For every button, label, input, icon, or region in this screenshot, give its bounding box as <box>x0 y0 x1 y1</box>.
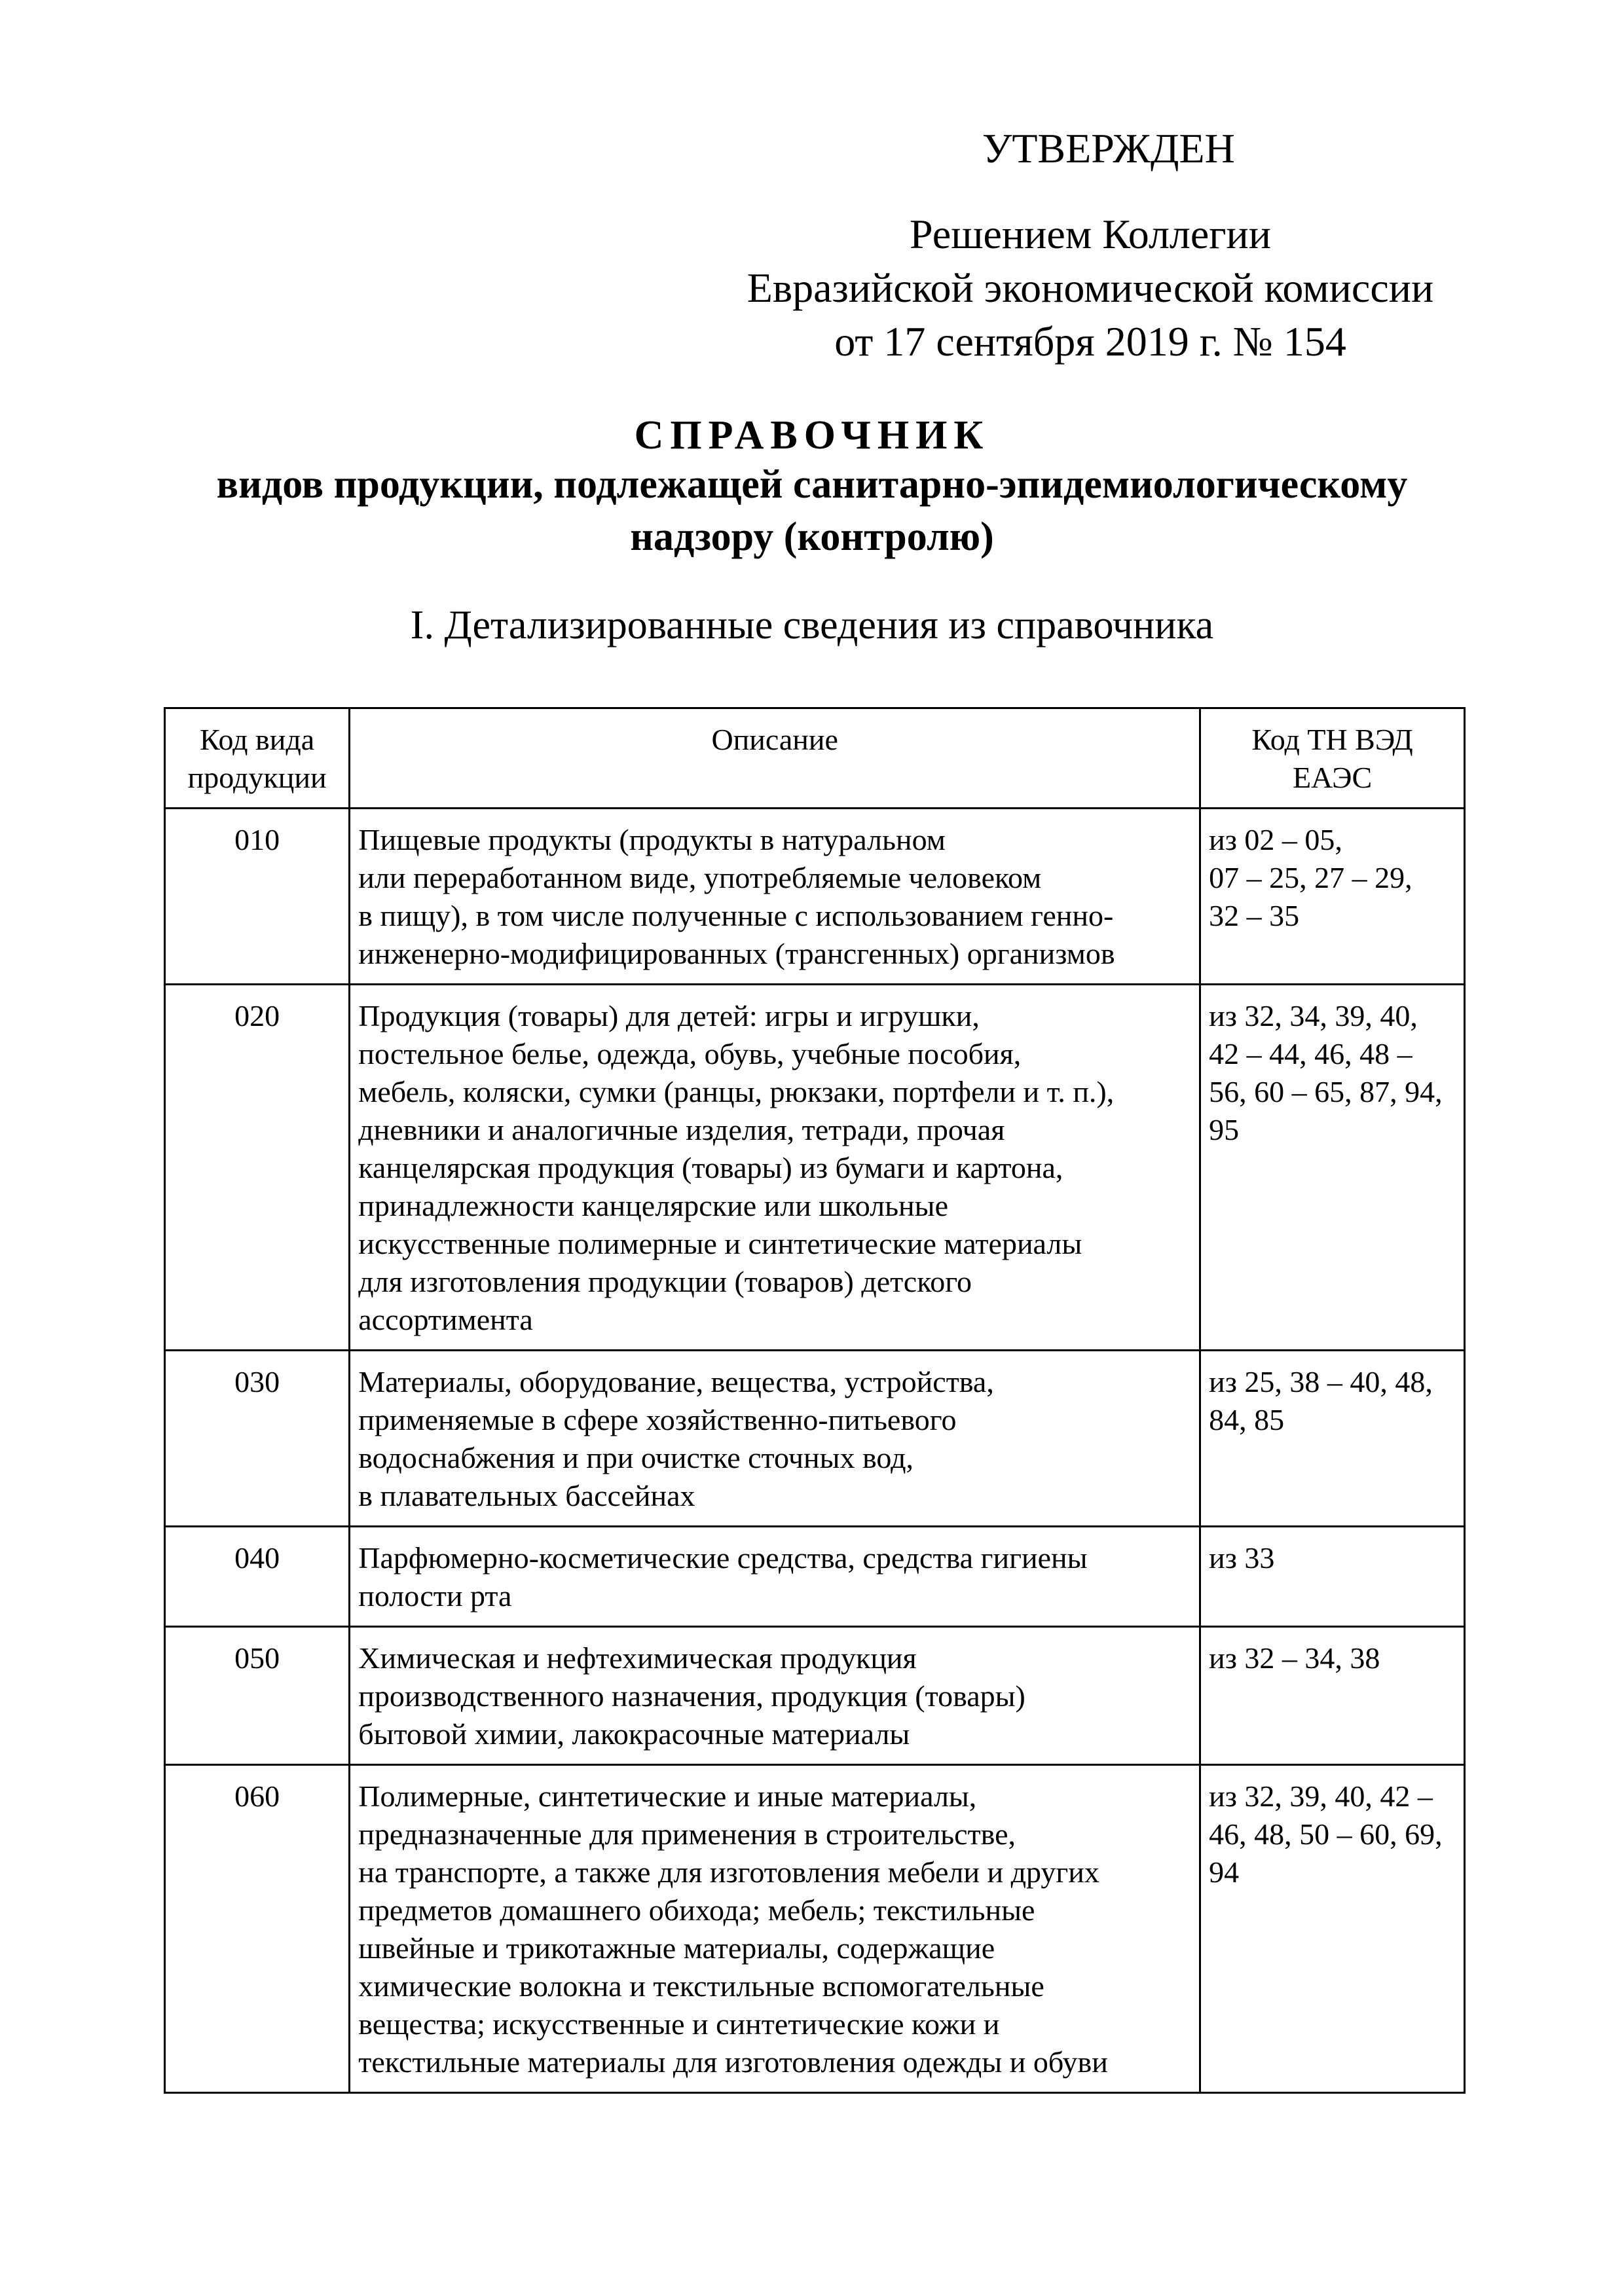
description-line: в плавательных бассейнах <box>358 1479 695 1512</box>
tn-ved-line: из 32 – 34, 38 <box>1209 1641 1380 1675</box>
approval-line: Евразийской экономической комиссии <box>747 264 1434 311</box>
approval-line: Решением Коллегии <box>910 211 1271 257</box>
description-line: производственного назначения, продукция (товары) <box>358 1679 1025 1713</box>
tn-ved-line: из 32, 39, 40, 42 – <box>1209 1779 1433 1813</box>
tn-ved-line: 95 <box>1209 1113 1240 1146</box>
description-line: на транспорте, а также для изготовления мебели и других <box>358 1855 1099 1889</box>
approval-block <box>720 125 1506 369</box>
product-code-cell: 010 <box>165 809 350 985</box>
product-types-table <box>164 707 1466 2094</box>
description-line: химические волокна и текстильные вспомогательные <box>358 1969 1044 2003</box>
description-cell <box>350 1351 1200 1527</box>
description-line: принадлежности канцелярские или школьные <box>358 1189 949 1222</box>
table-row <box>165 985 1465 1351</box>
description-line: водоснабжения и при очистке сточных вод, <box>358 1441 913 1474</box>
description-line: полости рта <box>358 1579 512 1613</box>
subtitle-line: надзору (контролю) <box>630 515 994 559</box>
product-code-cell: 050 <box>165 1627 350 1765</box>
document-subtitle <box>131 458 1493 563</box>
document-title: СПРАВОЧНИК <box>634 413 990 458</box>
description-line: бытовой химии, лакокрасочные материалы <box>358 1717 910 1751</box>
tn-ved-cell <box>1200 1351 1465 1527</box>
tn-ved-line: из 33 <box>1209 1541 1275 1575</box>
header-code <box>165 708 350 809</box>
tn-ved-line: 32 – 35 <box>1209 899 1300 932</box>
description-line: инженерно-модифицированных (трансгенных) организмов <box>358 937 1115 970</box>
description-line: дневники и аналогичные изделия, тетради, прочая <box>358 1113 1005 1146</box>
table-row <box>165 1351 1465 1527</box>
tn-ved-cell <box>1200 1765 1465 2093</box>
description-line: Пищевые продукты (продукты в натуральном <box>358 823 946 856</box>
tn-ved-line: 07 – 25, 27 – 29, <box>1209 861 1412 894</box>
approval-stamp: УТВЕРЖДЕН <box>982 125 1235 172</box>
description-cell <box>350 1527 1200 1627</box>
tn-ved-line: 46, 48, 50 – 60, 69, <box>1209 1817 1443 1851</box>
description-line: Продукция (товары) для детей: игры и игрушки, <box>358 999 980 1032</box>
description-line: предназначенные для применения в строительстве, <box>358 1817 1016 1851</box>
tn-ved-line: 94 <box>1209 1855 1240 1889</box>
tn-ved-line: 56, 60 – 65, 87, 94, <box>1209 1075 1443 1108</box>
table-row <box>165 809 1465 985</box>
header-code-line: продукции <box>187 761 327 794</box>
description-line: Материалы, оборудование, вещества, устройства, <box>358 1365 994 1398</box>
product-code-cell: 040 <box>165 1527 350 1627</box>
description-line: применяемые в сфере хозяйственно-питьевого <box>358 1403 957 1436</box>
product-code-cell: 020 <box>165 985 350 1351</box>
header-tn-ved <box>1200 708 1465 809</box>
description-line: предметов домашнего обихода; мебель; текстильные <box>358 1893 1035 1927</box>
section-title: I. Детализированные сведения из справочника <box>410 603 1214 647</box>
description-cell <box>350 1765 1200 2093</box>
tn-ved-cell <box>1200 1627 1465 1765</box>
tn-ved-cell <box>1200 1527 1465 1627</box>
description-line: для изготовления продукции (товаров) детского <box>358 1265 972 1298</box>
tn-ved-cell <box>1200 985 1465 1351</box>
description-line: или переработанном виде, употребляемые человеком <box>358 861 1042 894</box>
header-tn-line: Код ТН ВЭД <box>1251 723 1413 756</box>
tn-ved-line: 42 – 44, 46, 48 – <box>1209 1037 1412 1070</box>
description-line: постельное белье, одежда, обувь, учебные пособия, <box>358 1037 1022 1070</box>
description-line: текстильные материалы для изготовления одежды и обуви <box>358 2045 1108 2079</box>
tn-ved-line: из 02 – 05, <box>1209 823 1342 856</box>
approval-line: от 17 сентября 2019 г. № 154 <box>834 318 1346 365</box>
table-row <box>165 1527 1465 1627</box>
table-row <box>165 1627 1465 1765</box>
table-row <box>165 1765 1465 2093</box>
description-line: в пищу), в том числе полученные с использованием генно- <box>358 899 1114 932</box>
description-line: искусственные полимерные и синтетические материалы <box>358 1227 1082 1260</box>
product-code-cell: 030 <box>165 1351 350 1527</box>
description-cell <box>350 985 1200 1351</box>
product-code-cell: 060 <box>165 1765 350 2093</box>
subtitle-line: видов продукции, подлежащей санитарно-эпидемиологическому <box>216 462 1408 507</box>
description-line: мебель, коляски, сумки (ранцы, рюкзаки, портфели и т. п.), <box>358 1075 1115 1108</box>
description-line: канцелярская продукция (товары) из бумаги и картона, <box>358 1151 1063 1184</box>
header-tn-line: ЕАЭС <box>1292 761 1373 794</box>
header-description: Описание <box>350 708 1200 809</box>
description-line: Химическая и нефтехимическая продукция <box>358 1641 917 1675</box>
description-line: швейные и трикотажные материалы, содержащие <box>358 1931 995 1965</box>
tn-ved-line: 84, 85 <box>1209 1403 1285 1436</box>
description-line: вещества; искусственные и синтетические кожи и <box>358 2007 1000 2041</box>
table-body <box>165 809 1465 2093</box>
description-line: Полимерные, синтетические и иные материалы, <box>358 1779 977 1813</box>
description-line: ассортимента <box>358 1303 533 1336</box>
tn-ved-line: из 32, 34, 39, 40, <box>1209 999 1418 1032</box>
description-cell <box>350 809 1200 985</box>
description-cell <box>350 1627 1200 1765</box>
table-header-row <box>165 708 1465 809</box>
tn-ved-line: из 25, 38 – 40, 48, <box>1209 1365 1433 1398</box>
approval-lines <box>681 208 1500 369</box>
description-line: Парфюмерно-косметические средства, средства гигиены <box>358 1541 1088 1575</box>
tn-ved-cell <box>1200 809 1465 985</box>
header-code-line: Код вида <box>200 723 315 756</box>
